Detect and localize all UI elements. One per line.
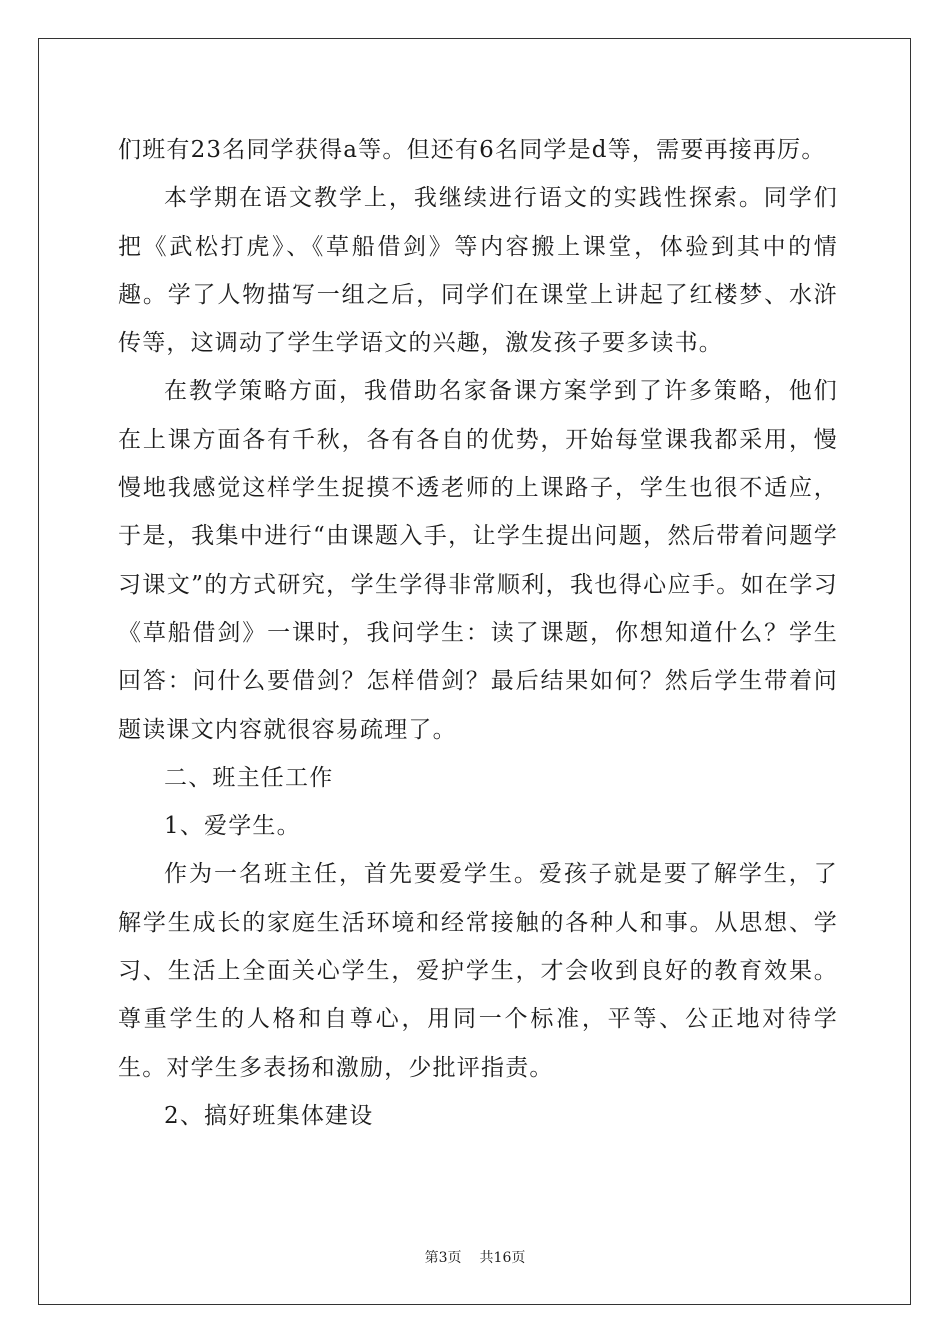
paragraph-love-students: 作为一名班主任，首先要爱学生。爱孩子就是要了解学生，了解学生成长的家庭生活环境和经常接触的各种人和事。从思想、学习、生活上全面关心学生，爱护学生，才会收到良好的教育效果。尊重学生的人格和自尊心，用同一个标准，平等、公正地对待学生。对学生多表扬和激励，少批评指责。 [118, 861, 838, 1081]
paragraph-teaching-strategy: 在教学策略方面，我借助名家备课方案学到了许多策略，他们在上课方面各有千秋，各有各自的优势，开始每堂课我都采用，慢慢地我感觉这样学生捉摸不透老师的上课路子，学生也很不适应，于是，我集中进行“由课题入手，让学生提出问题，然后带着问题学习课文”的方式研究，学生学得非常顺利，我也得心应手。如在学习《草船借剑》一课时，我问学生：读了课题，你想知道什么？学生回答：问什么要借剑？怎样借剑？最后结果如何？然后学生带着问题读课文内容就很容易疏理了。 [118, 378, 838, 743]
paragraph-continuation: 们班有23名同学获得a等。但还有6名同学是d等，需要再接再厉。 [118, 137, 826, 163]
page-number: 第3页 [424, 1250, 462, 1266]
page-footer [0, 1247, 950, 1267]
page-total: 共16页 [479, 1250, 526, 1266]
document-body [118, 126, 838, 1140]
section-heading-class-teacher: 二、班主任工作 [164, 764, 334, 791]
paragraph-chinese-teaching: 本学期在语文教学上，我继续进行语文的实践性探索。同学们把《武松打虎》、《草船借剑》等内容搬上课堂，体验到其中的情趣。学了人物描写一组之后，同学们在课堂上讲起了红楼梦、水浒传等，这调动了学生学语文的兴趣，激发孩子要多读书。 [118, 185, 838, 357]
subheading-class-building: 2、搞好班集体建设 [164, 1102, 374, 1129]
subheading-love-students: 1、爱学生。 [164, 813, 301, 840]
